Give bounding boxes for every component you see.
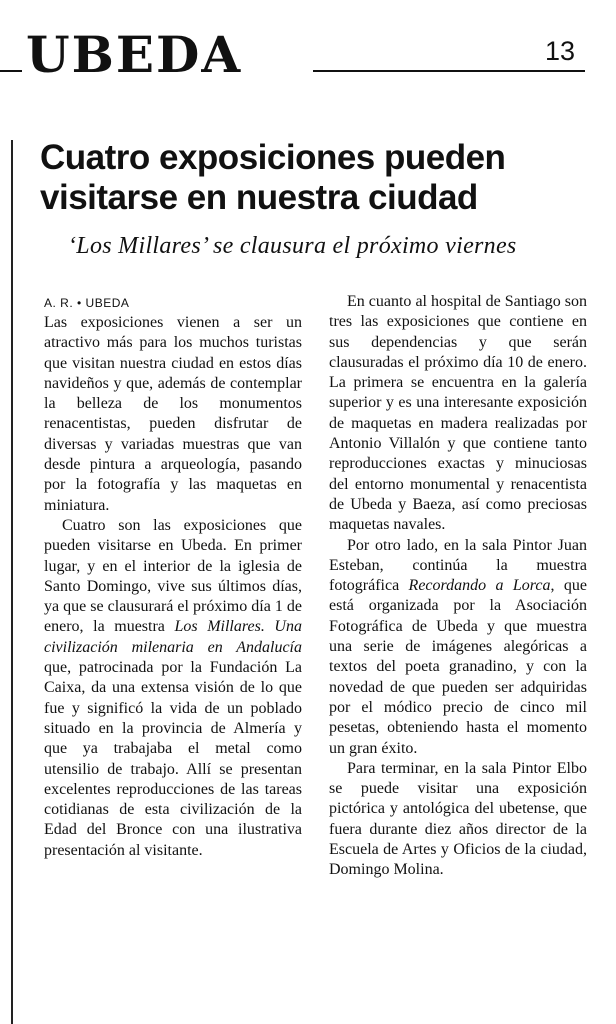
byline: A. R. • UBEDA	[44, 296, 130, 310]
column-left	[44, 313, 302, 861]
paragraph-4	[329, 536, 587, 759]
section-title: UBEDA	[26, 25, 243, 84]
paragraph-2	[44, 516, 302, 861]
paragraph-4-text-b: , que está organizada por la Asociación Fotográfica de Ubeda y que muestra una serie de imágenes alegóricas a textos del poeta granadino, y con la novedad de que pueden ser adquiridas por el módico precio de cinco mil pesetas, obteniendo hasta el momento un gran éxito.	[329, 577, 587, 757]
paragraph-3: En cuanto al hospital de Santiago son tres las exposiciones que contiene en sus dependencias y que serán clausuradas el próximo día 10 de enero. La primera se encuentra en la galería superior y es una interesante exposición de maquetas en madera realizadas por Antonio Villalón y que contiene tanto reproducciones exactas y minuciosas del entorno monumental y renacentista de Ubeda y Baeza, así como preciosas maquetas navales.	[329, 293, 587, 534]
headline: Cuatro exposiciones pueden visitarse en nuestra ciudad	[40, 138, 506, 217]
header-rule-right	[313, 70, 585, 72]
paragraph-1: Las exposiciones vienen a ser un atractivo más para los muchos turistas que visitan nuestra ciudad en estos días navideños y que, además de contemplar la belleza de los monumentos renacentistas, pueden disfrutar de diversas y variadas muestras que van desde pintura a arqueología, pasando por la fotografía y las maquetas en miniatura.	[44, 314, 302, 514]
column-right	[329, 292, 587, 881]
paragraph-2-text-b: que, patrocinada por la Fundación La Caixa, da una extensa visión de lo que fue y significó la vida de un poblado situado en la provincia de Almería y que ya trabajaba el metal como utensilio de trabajo. Allí se presentan excelentes reproducciones de las tareas cotidianas de esta civilización de la Edad del Bronce con una ilustrativa presentación al visitante.	[44, 659, 302, 859]
paragraph-2-text-a: Cuatro son las exposiciones que pueden visitarse en Ubeda. En primer lugar, y en el interior de la iglesia de Santo Domingo, vive sus últimos días, ya que se clausurará el próximo día 1 de enero, la muestra	[44, 516, 302, 636]
header-rule-left	[0, 70, 22, 72]
paragraph-5: Para terminar, en la sala Pintor Elbo se puede visitar una exposición pictórica y antológica del ubetense, que fuera durante diez años director de la Escuela de Artes y Oficios de la ciudad, Domingo Molina.	[329, 759, 587, 879]
paragraph-4-text-a: Por otro lado, en la sala Pintor Juan Esteban, continúa la muestra fotográfica	[329, 536, 587, 595]
exhibition-title-recordando-a-lorca: Recordando a Lorca	[408, 577, 551, 595]
exhibition-title-los-millares: Los Millares. Una civilización milenaria en Andalucía	[44, 618, 302, 656]
page-number: 13	[545, 36, 576, 66]
left-margin-rule	[11, 140, 13, 1024]
subheadline: ‘Los Millares’ se clausura el próximo viernes	[68, 233, 517, 259]
